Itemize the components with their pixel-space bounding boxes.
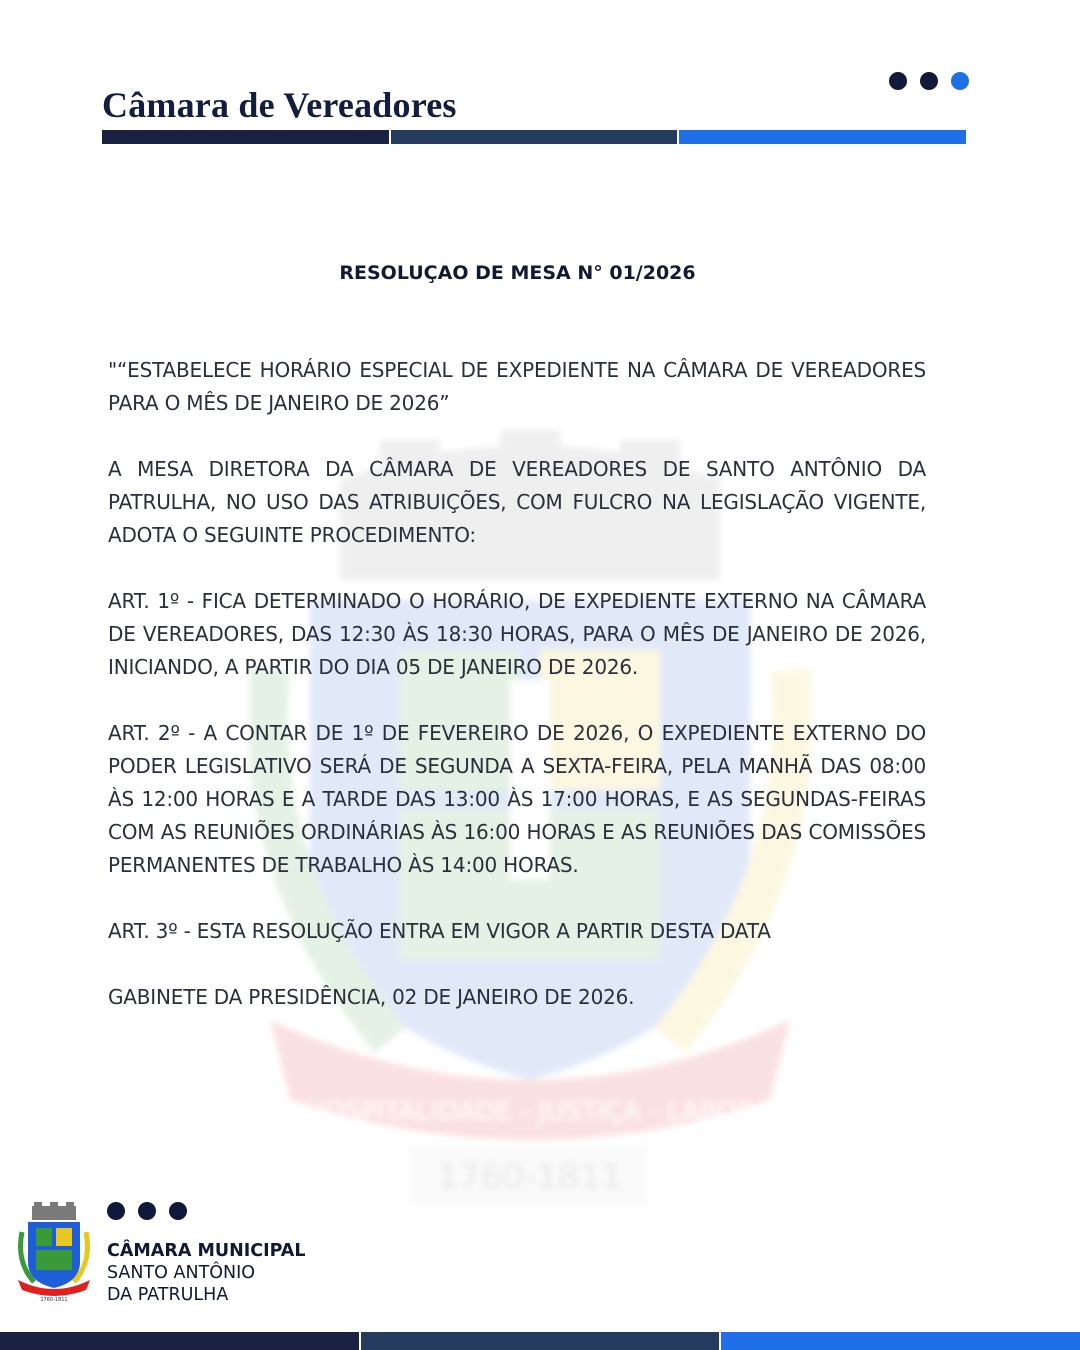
header-divider-bar (102, 130, 966, 144)
header-bar-segment-1 (102, 130, 389, 144)
footer-line-2: SANTO ANTÔNIO (107, 1263, 256, 1283)
watermark-years: 1760-1811 (437, 1157, 623, 1197)
footer-dot-2 (138, 1202, 156, 1220)
watermark-motto: HOSPITALIDADE - JUSTIÇA - LABOR (304, 1097, 756, 1127)
logo-years: 1760-1811 (40, 1297, 68, 1302)
footer-bar-segment-1 (0, 1332, 359, 1350)
header-dots (889, 72, 969, 90)
footer-bar-segment-3 (721, 1332, 1080, 1350)
footer-dot-3 (169, 1202, 187, 1220)
paragraph-ementa: "“ESTABELECE HORÁRIO ESPECIAL DE EXPEDIENTE NA CÂMARA DE VEREADORES PARA O MÊS DE JANEIRO DE 2026” (108, 358, 926, 415)
header-dot-3 (951, 72, 969, 90)
paragraph-signature-place-date: GABINETE DA PRESIDÊNCIA, 02 DE JANEIRO DE 2026. (108, 985, 635, 1009)
document-body (108, 354, 926, 1047)
header-dot-2 (920, 72, 938, 90)
footer-dot-1 (107, 1202, 125, 1220)
header-dot-1 (889, 72, 907, 90)
paragraph-preamble: A MESA DIRETORA DA CÂMARA DE VEREADORES DE SANTO ANTÔNIO DA PATRULHA, NO USO DAS ATRIBUIÇÕES, COM FULCRO NA LEGISLAÇÃO VIGENTE, ADOTA O SEGUINTE PROCEDIMENTO: (108, 457, 926, 547)
footer-dots (107, 1202, 187, 1220)
footer-line-3: DA PATRULHA (107, 1285, 229, 1305)
header-bar-segment-2 (391, 130, 678, 144)
footer-bar-segment-2 (361, 1332, 720, 1350)
paragraph-art-1: ART. 1º - FICA DETERMINADO O HORÁRIO, DE EXPEDIENTE EXTERNO NA CÂMARA DE VEREADORES, DAS 12:30 ÀS 18:30 HORAS, PARA O MÊS DE JANEIRO DE 2026, INICIANDO, A PARTIR DO DIA 05 DE JANEIRO DE 2026. (108, 589, 926, 679)
header-bar-segment-3 (679, 130, 966, 144)
paragraph-art-3: ART. 3º - ESTA RESOLUÇÃO ENTRA EM VIGOR A PARTIR DESTA DATA (108, 919, 771, 943)
document-title: RESOLUÇAO DE MESA N° 01/2026 (339, 262, 696, 284)
footer-line-1: CÂMARA MUNICIPAL (107, 1241, 306, 1261)
paragraph-art-2: ART. 2º - A CONTAR DE 1º DE FEVEREIRO DE 2026, O EXPEDIENTE EXTERNO DO PODER LEGISLATIVO SERÁ DE SEGUNDA A SEXTA-FEIRA, PELA MANHÃ DAS 08:00 ÀS 12:00 HORAS E A TARDE DAS 13:00 ÀS 17:00 HORAS, E AS SEGUNDAS-FEIRAS COM AS REUNIÕES ORDINÁRIAS ÀS 16:00 HORAS E AS REUNIÕES DAS COMISSÕES PERMANENTES DE TRABALHO ÀS 14:00 HORAS. (108, 721, 926, 877)
municipal-coat-of-arms-logo (14, 1202, 94, 1302)
footer-divider-bar (0, 1332, 1080, 1350)
footer-institution-name (107, 1240, 306, 1306)
page-header-title: Câmara de Vereadores (102, 85, 457, 125)
